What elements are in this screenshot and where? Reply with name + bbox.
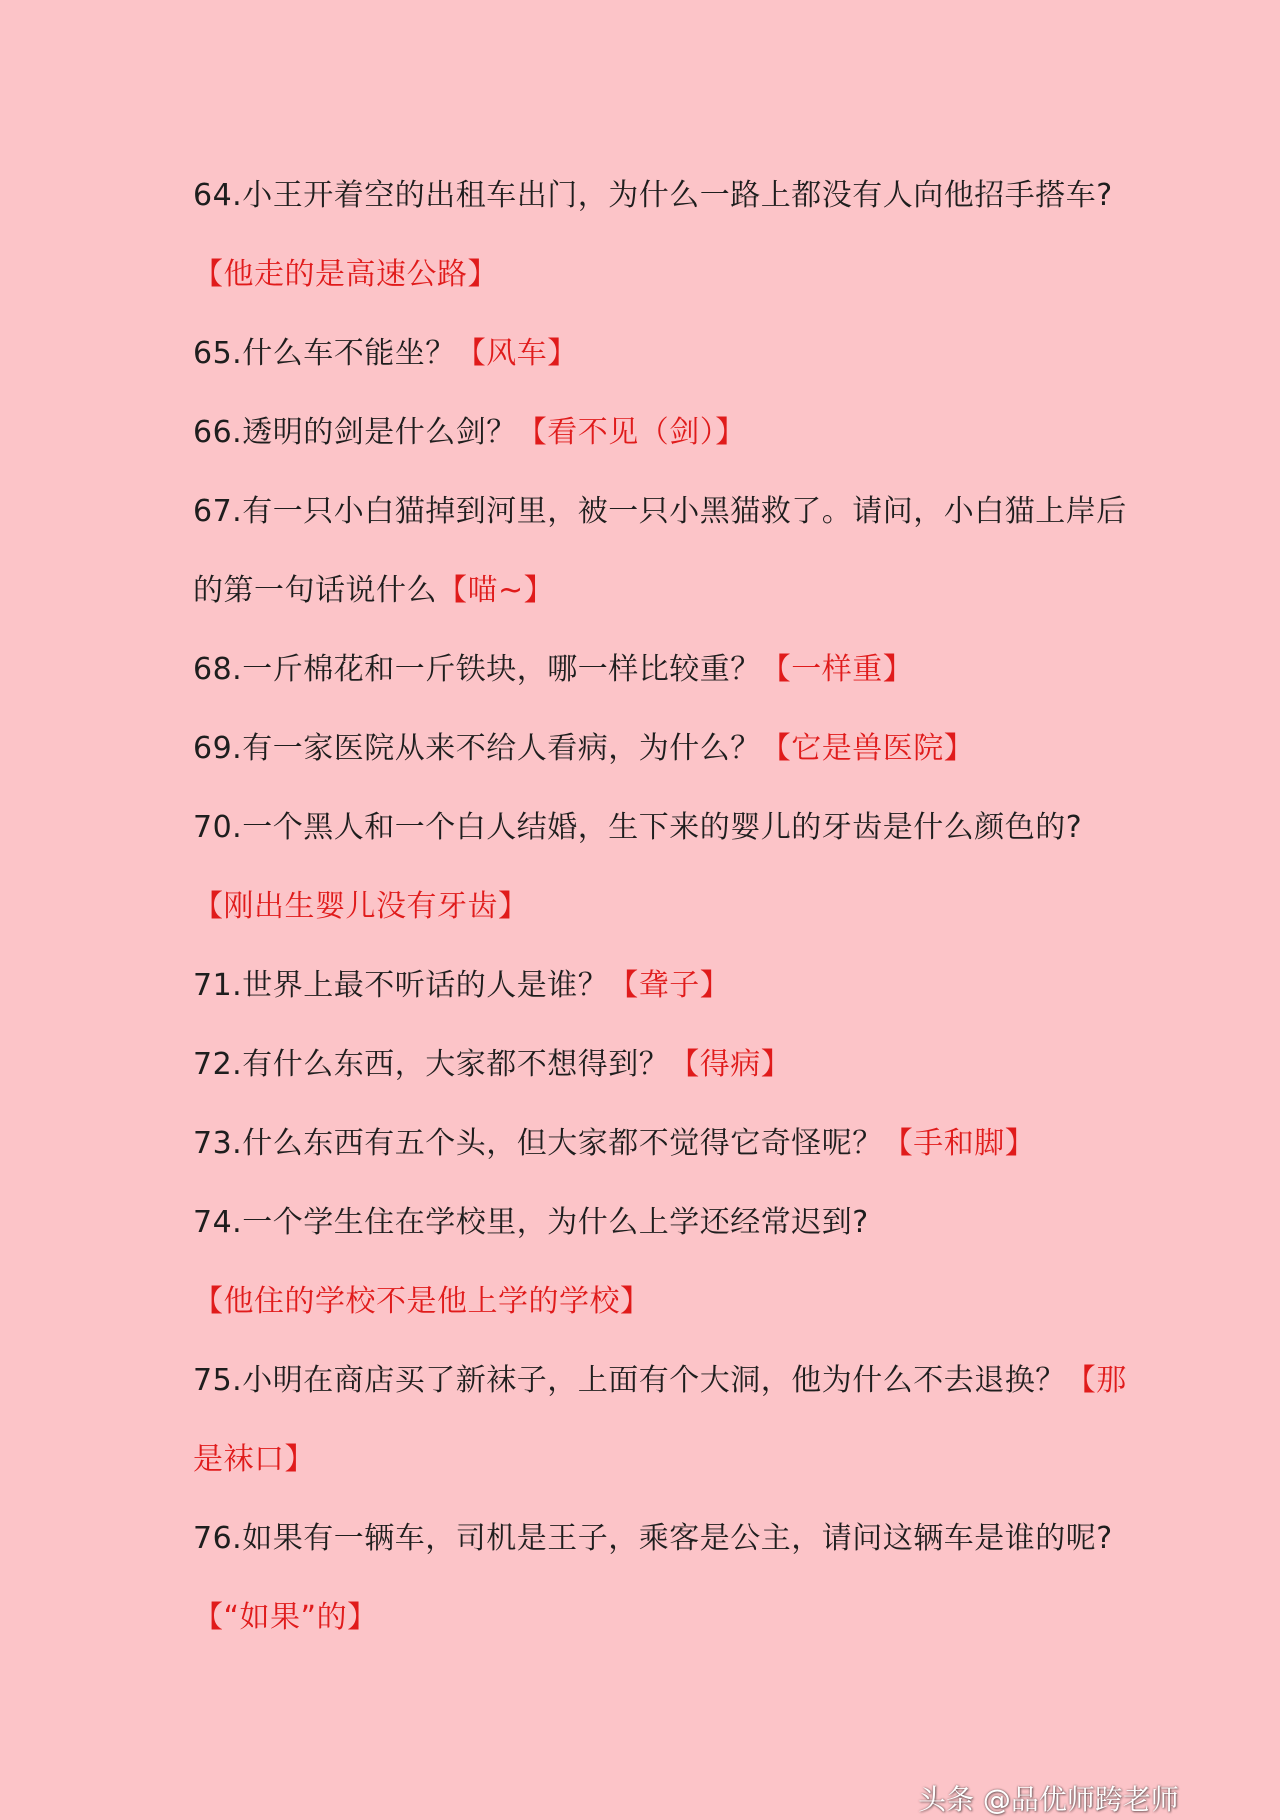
answer-text: 【他住的学校不是他上学的学校】 xyxy=(193,1284,651,1319)
source-watermark: 头条 @品优师跨老师 xyxy=(918,1783,1179,1816)
answer-text: 【刚出生婴儿没有牙齿】 xyxy=(193,889,529,924)
answer-text: 【它是兽医院】 xyxy=(760,731,975,766)
answer-text: 【聋子】 xyxy=(608,968,731,1003)
question-text: 69.有一家医院从来不给人看病，为什么？ xyxy=(193,731,761,766)
riddle-line-2 xyxy=(193,251,1193,299)
riddle-line-8 xyxy=(193,725,1193,773)
riddle-line-5 xyxy=(193,488,1193,536)
answer-text: 【那 xyxy=(1065,1363,1127,1398)
question-text: 68.一斤棉花和一斤铁块，哪一样比较重？ xyxy=(193,652,761,687)
riddle-line-17 xyxy=(193,1436,1193,1484)
riddle-line-3 xyxy=(193,330,1193,378)
riddle-line-10 xyxy=(193,883,1193,931)
question-text: 67.有一只小白猫掉到河里，被一只小黑猫救了。请问，小白猫上岸后 xyxy=(193,494,1127,529)
question-text: 72.有什么东西，大家都不想得到？ xyxy=(193,1047,670,1082)
riddle-line-16 xyxy=(193,1357,1193,1405)
riddle-line-15 xyxy=(193,1278,1193,1326)
answer-text: 【一样重】 xyxy=(760,652,914,687)
question-text: 74.一个学生住在学校里，为什么上学还经常迟到? xyxy=(193,1205,869,1240)
question-text: 65.什么车不能坐？ xyxy=(193,336,456,371)
riddle-line-7 xyxy=(193,646,1193,694)
answer-text: 【“如果”的】 xyxy=(193,1600,378,1635)
riddle-line-11 xyxy=(193,962,1193,1010)
riddle-line-19 xyxy=(193,1594,1193,1642)
answer-text: 【他走的是高速公路】 xyxy=(193,257,498,292)
question-text: 73.什么东西有五个头，但大家都不觉得它奇怪呢？ xyxy=(193,1126,883,1161)
answer-text: 【风车】 xyxy=(455,336,578,371)
question-text: 66.透明的剑是什么剑？ xyxy=(193,415,517,450)
answer-text: 【喵~】 xyxy=(437,573,555,608)
question-text: 75.小明在商店买了新袜子，上面有个大洞，他为什么不去退换？ xyxy=(193,1363,1066,1398)
riddle-line-4 xyxy=(193,409,1193,457)
answer-text: 是袜口】 xyxy=(193,1442,315,1477)
riddle-line-6 xyxy=(193,567,1193,615)
question-text: 的第一句话说什么 xyxy=(193,573,437,608)
riddle-line-14 xyxy=(193,1199,1193,1247)
question-text: 76.如果有一辆车，司机是王子，乘客是公主，请问这辆车是谁的呢? xyxy=(193,1521,1113,1556)
question-text: 71.世界上最不听话的人是谁？ xyxy=(193,968,609,1003)
answer-text: 【手和脚】 xyxy=(882,1126,1036,1161)
answer-text: 【得病】 xyxy=(669,1047,792,1082)
riddle-line-12 xyxy=(193,1041,1193,1089)
question-text: 70.一个黑人和一个白人结婚，生下来的婴儿的牙齿是什么颜色的? xyxy=(193,810,1083,845)
riddle-line-18 xyxy=(193,1515,1193,1563)
question-text: 64.小王开着空的出租车出门，为什么一路上都没有人向他招手搭车? xyxy=(193,178,1113,213)
riddle-line-9 xyxy=(193,804,1193,852)
answer-text: 【看不见（剑）】 xyxy=(516,415,746,450)
riddle-line-13 xyxy=(193,1120,1193,1168)
riddle-line-1 xyxy=(193,172,1193,220)
